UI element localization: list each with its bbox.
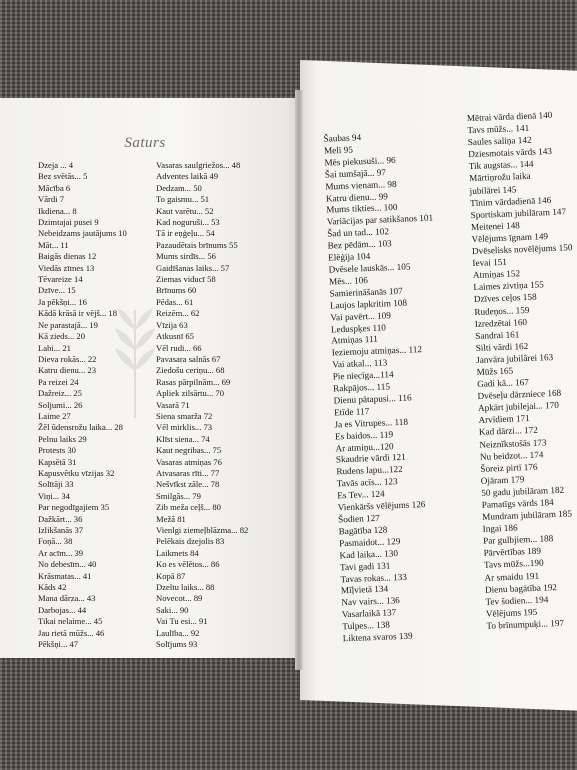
toc-entry: Mums tikties... 100	[326, 202, 398, 216]
toc-entry: Par gulbjiem... 188	[482, 533, 554, 547]
toc-entry: Vai atkal... 113	[332, 357, 388, 370]
toc-entry: Vēlējums 195	[485, 606, 538, 619]
toc-entry: Nešvīkst zāle... 78	[156, 479, 220, 490]
toc-entry: Dziesmotais vārds 143	[468, 146, 553, 160]
contents-title: Saturs	[124, 135, 166, 151]
toc-entry: Laimes zivtiņa 155	[473, 279, 544, 293]
toc-entry: Krāsmatas... 41	[38, 570, 92, 581]
toc-entry: Vienkāršs vēlējums 126	[337, 499, 426, 513]
toc-entry: Ar atmiņu...120	[335, 440, 394, 454]
toc-entry: Dzeltu laiks... 88	[156, 582, 215, 593]
book-gutter	[295, 90, 303, 670]
toc-entry: Baigās dienas 12	[38, 251, 97, 262]
toc-entry: Vasarā 71	[156, 399, 190, 410]
toc-entry: Katru dienu... 23	[38, 365, 96, 376]
toc-entry: Novecot... 89	[156, 593, 203, 604]
toc-entry: Brīnums 60	[156, 285, 197, 296]
toc-entry: Rudens lapu...122	[336, 464, 403, 477]
toc-entry: Variācijas par satikšanos 101	[326, 212, 434, 227]
toc-entry: Ar acīm... 39	[38, 547, 84, 558]
toc-entry: Vasaras atmiņas 76	[156, 456, 222, 467]
toc-entry: Ne parastajā... 19	[38, 319, 98, 330]
toc-entry: Pēdas... 61	[156, 296, 194, 307]
toc-entry: Dzeja ... 4	[38, 160, 74, 170]
toc-entry: Dažreiz... 25	[38, 388, 82, 399]
toc-entry: Mācība 6	[38, 182, 71, 193]
toc-entry: Kādā krāsā ir vējš... 18	[38, 308, 117, 319]
toc-entry: Pie niecīga...114	[332, 369, 394, 382]
toc-entry: Mētrai vārda dienā 140	[466, 109, 553, 124]
toc-entry: To gaismu... 51	[156, 194, 210, 205]
toc-entry: Dzimtajai pusei 9	[38, 217, 99, 228]
toc-entry: Dzīves ceļos 158	[473, 292, 537, 305]
toc-entry: Skaudrie vārdi 121	[335, 452, 406, 465]
toc-entry: Dzīve... 15	[38, 285, 76, 296]
toc-entry: Katru dienu... 99	[325, 190, 389, 204]
toc-entry: Sportiskam jubilāram 147	[470, 206, 567, 220]
toc-entry: Dieva rokās... 22	[38, 353, 97, 364]
toc-entry: Samierināšanās 107	[329, 285, 403, 299]
toc-entry: Pamatīgs vārds 184	[481, 497, 554, 510]
toc-entry: Nebeidzams jautājums 10	[38, 228, 127, 239]
toc-entry: Mēs... 106	[328, 274, 369, 287]
toc-entry: Neiznīkstošās 173	[479, 436, 547, 450]
toc-entry: Atmiņas 152	[472, 268, 521, 281]
toc-entry: Saules saliņa 142	[467, 134, 532, 148]
toc-entry: Ojāram 179	[480, 474, 525, 486]
toc-entry: Jau rietā mūžs... 46	[38, 627, 105, 638]
toc-entry: Nav vairs... 136	[341, 595, 400, 608]
contents-column-4	[467, 108, 577, 632]
toc-entry: 50 gadu jubilāram 182	[481, 484, 565, 498]
toc-entry: Ja pēkšņi... 16	[38, 296, 87, 307]
toc-entry: Laulība... 92	[156, 627, 200, 638]
toc-entry: Pazaudētais brīnums 55	[156, 239, 238, 250]
toc-entry: Vēl mirklis... 73	[156, 422, 213, 433]
toc-entry: Pavasara salnās 67	[156, 353, 221, 364]
toc-entry: Pārvērtības 189	[483, 546, 542, 559]
toc-entry: To brīnumpuķi... 197	[486, 617, 565, 631]
toc-entry: Ko es vēlētos... 86	[156, 559, 220, 570]
toc-entry: Tavs mūžs... 141	[467, 122, 530, 136]
toc-entry: Rasas pārpilnām... 69	[156, 376, 231, 387]
toc-entry: Kapusvētku vīzijas 32	[38, 467, 115, 478]
toc-entry: Meitenei 148	[470, 220, 520, 232]
toc-entry: Vasarlaikā 137	[341, 607, 397, 620]
toc-entry: Saki... 90	[156, 604, 189, 615]
toc-entry: Ziemas viducī 58	[156, 274, 216, 285]
toc-entry: Kaut varētu... 52	[156, 205, 214, 216]
toc-entry: Ievai 151	[472, 256, 508, 269]
toc-entry: Šodien 127	[337, 512, 380, 525]
toc-entry: Izredzētai 160	[474, 316, 528, 329]
toc-entry: jubilārei 145	[469, 183, 517, 196]
toc-entry: Labi... 21	[38, 342, 71, 353]
toc-entry: Dažkārt... 36	[38, 513, 83, 524]
toc-entry: Dvēseļu dārzniece 168	[477, 387, 562, 402]
toc-entry: Par negodīgajiem 35	[38, 502, 110, 513]
toc-entry: Tavās acīs... 123	[336, 476, 398, 489]
toc-entry: Ingai 186	[482, 522, 518, 535]
toc-entry: Dedzam... 50	[156, 182, 202, 193]
toc-entry: Ieziemoju atmiņas... 112	[331, 344, 423, 358]
toc-entry: Tulpes... 138	[342, 619, 391, 632]
toc-entry: Solījums 93	[156, 639, 198, 650]
toc-entry: Laujos lapkritim 108	[329, 297, 408, 311]
toc-entry: Silti vārdi 162	[475, 340, 529, 353]
toc-entry: Janvāra jubilārei 163	[475, 351, 554, 365]
toc-entry: Siena smarža 72	[156, 410, 213, 421]
toc-entry: Pa reizei 24	[38, 376, 79, 387]
toc-entry: Rakpājos... 115	[332, 381, 391, 394]
toc-entry: Tev šodien... 194	[485, 594, 549, 607]
toc-entry: Māt... 11	[38, 239, 69, 250]
toc-entry: Foņā... 38	[38, 536, 73, 547]
toc-entry: Kopā 87	[156, 570, 186, 581]
toc-entry: Mana dārza... 43	[38, 593, 96, 604]
toc-entry: Es Tev... 124	[337, 488, 385, 501]
toc-entry: Mums vienam... 98	[325, 178, 397, 192]
toc-entry: Viedās zīmes 13	[38, 262, 95, 273]
toc-entry: Ar smaidu 191	[484, 570, 540, 583]
toc-entry: Es baidos... 119	[334, 428, 394, 442]
toc-entry: Kaut negribas... 75	[156, 445, 222, 456]
toc-entry: Vārdi 7	[38, 194, 65, 205]
toc-entry: Gaidīšanas laiks... 57	[156, 262, 230, 273]
toc-entry: Izlikšanās 37	[38, 525, 84, 535]
toc-entry: Žēl ūdensrožu laika... 28	[38, 422, 123, 433]
toc-entry: Leduspķes 110	[330, 321, 387, 335]
toc-entry: No debesīm... 40	[38, 559, 97, 570]
toc-entry: Dvēselisks novēlējums 150	[471, 242, 573, 257]
toc-entry: Mežā 81	[156, 513, 186, 524]
toc-entry: Kad noguruši... 53	[156, 217, 220, 228]
toc-entry: Dienu bagātība 192	[484, 581, 558, 595]
toc-entry: Kā zieds... 20	[38, 331, 86, 342]
toc-entry: Vienlgi ziemeļblāzma... 82	[156, 525, 249, 535]
toc-entry: Tā ir eņģeļu... 54	[156, 228, 215, 239]
toc-entry: Tēvareize 14	[38, 274, 83, 285]
toc-entry: Meli 95	[323, 144, 354, 156]
toc-entry: Liktena svaros 139	[342, 630, 413, 644]
toc-entry: Mārtiņrožu laika	[469, 171, 531, 184]
toc-entry: Vēlējums īgnam 149	[471, 231, 549, 245]
toc-entry: Vasaras saulgriežos... 48	[156, 160, 241, 170]
toc-entry: Atvasaras rīti... 77	[156, 467, 220, 478]
toc-entry: Atkusnī 65	[156, 331, 194, 342]
toc-entry: Pasmaidot... 129	[338, 535, 401, 549]
toc-entry: Ziedošu ceriņu... 68	[156, 365, 225, 376]
toc-entry: Kapsētā 31	[38, 456, 77, 467]
toc-entry: Bez pēdām... 103	[327, 238, 392, 251]
toc-entry: Darbojas... 44	[38, 604, 87, 615]
toc-entry: Zib meža ceļš... 80	[156, 502, 221, 513]
toc-entry: Mēs piekusuši... 96	[324, 154, 396, 168]
toc-entry: Tīnim vārdadienā 146	[469, 194, 552, 208]
toc-entry: Apliek zilsārtu... 70	[156, 388, 225, 399]
toc-entry: Mīļvietā 134	[340, 583, 389, 596]
toc-entry: Etīde 117	[333, 405, 370, 418]
toc-entry: Ja es Vitrupes... 118	[334, 416, 409, 430]
toc-entry: Vai pavērt... 109	[330, 309, 392, 323]
toc-entry: Reizēm... 62	[156, 308, 200, 319]
toc-entry: Ikdiena... 8	[38, 205, 77, 216]
toc-entry: Rudeņos... 159	[474, 304, 530, 317]
toc-entry: Kāds 42	[38, 582, 67, 593]
toc-entry: Tavas rokas... 133	[340, 571, 408, 584]
toc-entry: Pelēkais dzejolis 83	[156, 536, 225, 547]
toc-entry: Smilgās... 79	[156, 490, 201, 501]
toc-entry: Bagātība 128	[338, 524, 388, 537]
toc-entry: Sandrai 161	[475, 329, 520, 341]
toc-entry: Soljumi... 26	[38, 399, 83, 410]
toc-entry: Tavs mūžs...190	[483, 558, 544, 571]
toc-entry: Mūžs 165	[476, 365, 514, 377]
toc-entry: Šai tumšajā... 97	[324, 167, 387, 180]
toc-entry: Tik augstas... 144	[468, 159, 534, 172]
toc-entry: Dvēsele lauskās... 105	[328, 261, 411, 275]
toc-entry: Apkārt jubilejai... 170	[477, 400, 560, 414]
toc-entry: Šoreiz pirtī 176	[480, 461, 538, 474]
toc-entry: Vai Tu esi... 91	[156, 616, 208, 627]
toc-entry: Laikmets 84	[156, 547, 199, 558]
toc-entry: Solītāji 33	[38, 479, 74, 490]
toc-entry: Kad laika... 130	[339, 547, 399, 561]
toc-entry: Pelnu laiks 29	[38, 433, 87, 444]
contents-column-3	[323, 130, 449, 646]
toc-entry: Bez svētās... 5	[38, 171, 88, 182]
toc-entry: Gadi kā... 167	[476, 377, 530, 390]
toc-entry: Vīzija 63	[156, 319, 188, 330]
toc-entry: Viņi... 34	[38, 490, 70, 501]
toc-entry: Elēģija 104	[327, 251, 371, 263]
toc-entry: Tavi gadi 131	[339, 560, 391, 572]
toc-entry: Arvīdiem 171	[478, 413, 530, 426]
toc-entry: Vēl rudi... 66	[156, 342, 202, 353]
toc-entry: Mums sirdīs... 56	[156, 251, 216, 262]
toc-entry: Atmiņas 111	[331, 334, 379, 346]
toc-entry: Pēkšņi... 47	[38, 639, 79, 650]
contents-column-1	[38, 160, 127, 650]
toc-entry: Adventes laikā 49	[156, 171, 219, 182]
toc-entry: Nu beidzot... 174	[479, 449, 544, 462]
toc-entry: Dienu pātapusi... 116	[333, 392, 412, 406]
toc-entry: Šad un tad... 102	[327, 226, 390, 239]
toc-entry: Laime 27	[38, 410, 71, 421]
toc-entry: Klīst siena... 74	[156, 433, 210, 444]
toc-entry: Tikai nelaime... 45	[38, 616, 103, 627]
toc-entry: Šaubas 94	[323, 132, 362, 144]
toc-entry: Mundram jubilāram 185	[482, 508, 573, 522]
contents-column-2	[156, 160, 248, 650]
toc-entry: Protests 30	[38, 445, 76, 456]
toc-entry: Kad dārzi... 172	[478, 425, 539, 438]
